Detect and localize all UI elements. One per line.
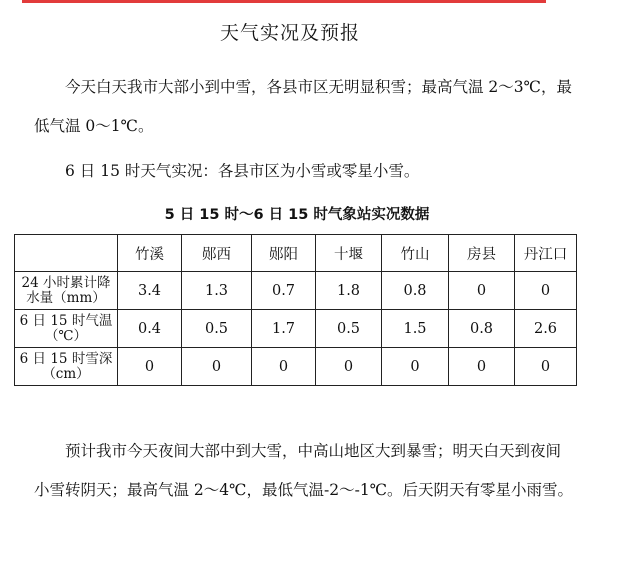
top-accent-rule: [22, 0, 546, 3]
table-header-cell: 郧阳: [252, 235, 316, 272]
table-cell: 0.5: [182, 310, 252, 348]
paragraph-forecast: 预计我市今天夜间大部中到大雪，中高山地区大到暴雪；明天白天到夜间小雪转阴天；最高气温 2～4℃，最低气温-2～-1℃。后天阴天有零星小雨雪。: [34, 442, 574, 499]
table-cell: 3.4: [118, 272, 182, 310]
table-header-cell: 竹溪: [118, 235, 182, 272]
table-header-cell: 丹江口: [515, 235, 577, 272]
table-cell: 0: [252, 348, 316, 386]
paragraph-current-observation: 6 日 15 时天气实况：各县市区为小雪或零星小雪。: [65, 162, 420, 180]
table-cell: 0: [515, 348, 577, 386]
document-title: 天气实况及预报: [219, 22, 360, 44]
table-cell: 0: [316, 348, 382, 386]
table-header-row: [15, 235, 577, 272]
table-header-cell: 竹山: [382, 235, 449, 272]
table-header-cell: 郧西: [182, 235, 252, 272]
table-row-precipitation: [15, 272, 577, 310]
table-cell: 0.8: [382, 272, 449, 310]
table-cell: 0.5: [316, 310, 382, 348]
table-cell: 1.5: [382, 310, 449, 348]
row-label: 6 日 15 时雪深（cm）: [15, 348, 118, 386]
row-label: 24 小时累计降水量（mm）: [15, 272, 118, 310]
row-label: 6 日 15 时气温（℃）: [15, 310, 118, 348]
table-row-temperature: [15, 310, 577, 348]
table-cell: 0: [118, 348, 182, 386]
station-observation-table: [14, 234, 577, 386]
table-header-cell: 房县: [449, 235, 515, 272]
table-cell: 0: [449, 272, 515, 310]
table-caption: 5 日 15 时～6 日 15 时气象站实况数据: [164, 207, 430, 223]
table-cell: 0.4: [118, 310, 182, 348]
table-cell: 1.7: [252, 310, 316, 348]
table-cell: 1.3: [182, 272, 252, 310]
table-cell: 0.7: [252, 272, 316, 310]
table-cell: 1.8: [316, 272, 382, 310]
table-cell: 2.6: [515, 310, 577, 348]
paragraph-today-summary: 今天白天我市大部小到中雪，各县市区无明显积雪；最高气温 2～3℃，最低气温 0～1℃。: [34, 78, 572, 135]
table-cell: 0: [515, 272, 577, 310]
table-cell: 0.8: [449, 310, 515, 348]
table-row-snow-depth: [15, 348, 577, 386]
table-cell: 0: [182, 348, 252, 386]
table-header-cell: 十堰: [316, 235, 382, 272]
table-header-corner: [15, 235, 118, 272]
table-cell: 0: [382, 348, 449, 386]
table-cell: 0: [449, 348, 515, 386]
